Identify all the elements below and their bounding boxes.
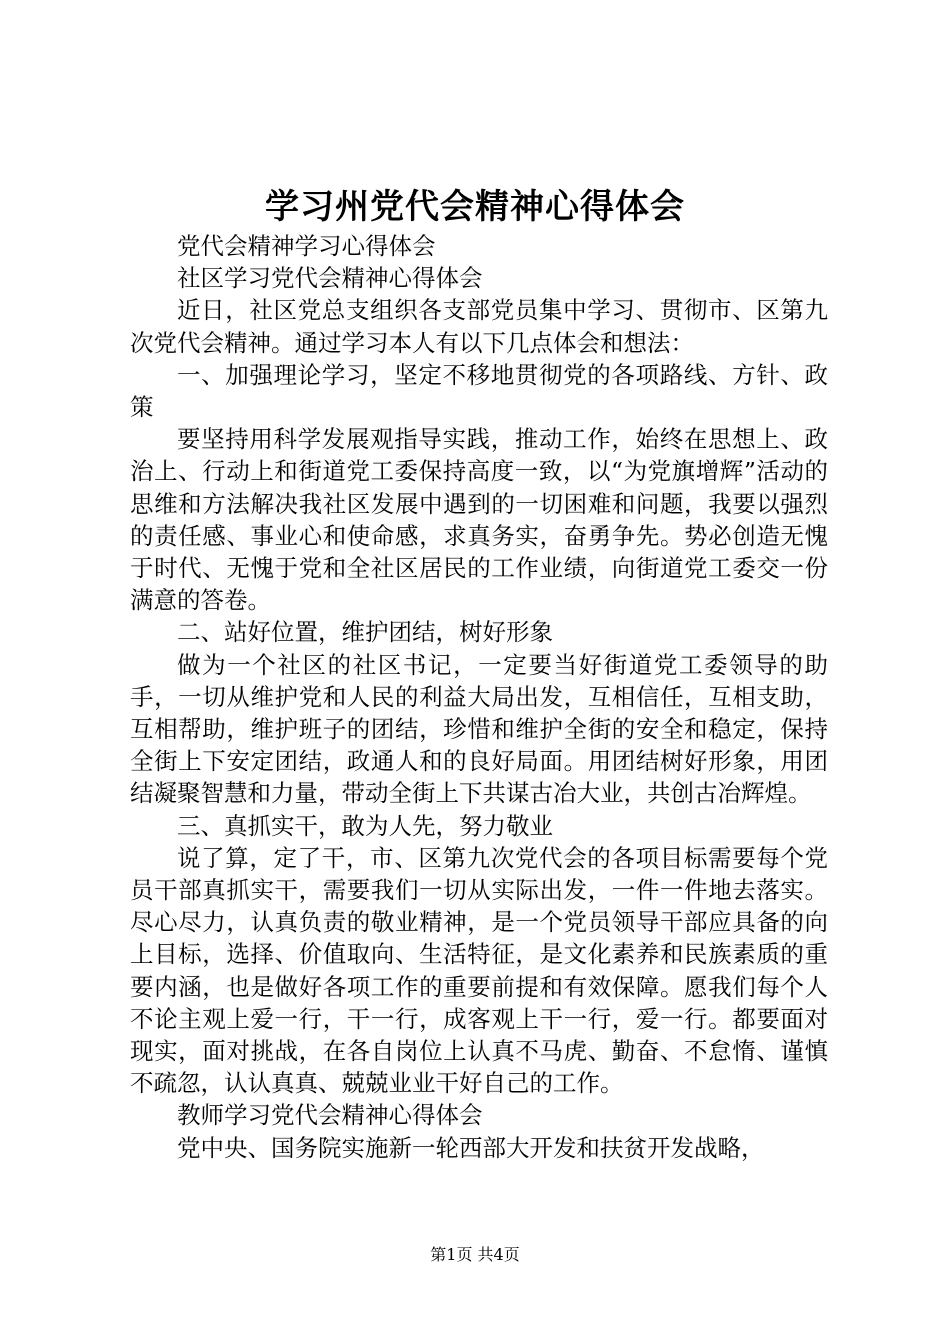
paragraph: 社区学习党代会精神心得体会 — [177, 264, 483, 293]
document-title: 学习州党代会精神心得体会 — [265, 187, 685, 227]
paragraph: 说了算，定了干，市、区第九次党代会的各项目标需要每个党员干部真抓实干，需要我们一切从实际出发，一件一件地去落实。尽心尽力，认真负责的敬业精神，是一个党员领导干部应具备的向上目标，选择、价值取向、生活特征，是文化素养和民族素质的重要内涵，也是做好各项工作的重要前提和有效保障。愿我们每个人不论主观上爱一行，干一行，成客观上干一行，爱一行。都要面对现实，面对挑战，在各自岗位上认真不马虎、勤奋、不怠惰、谨慎不疏忽，认认真真、兢兢业业干好自己的工作。 — [130, 843, 828, 1098]
paragraph: 一、加强理论学习，坚定不移地贯彻党的各项路线、方针、政策 — [130, 360, 828, 422]
paragraph: 做为一个社区的社区书记，一定要当好街道党工委领导的助手，一切从维护党和人民的利益大局出发，互相信任，互相支助，互相帮助，维护班子的团结，珍惜和维护全街的安全和稳定，保持全街上下安定团结，政通人和的良好局面。用团结树好形象，用团结凝聚智慧和力量，带动全街上下共谋古冶大业，共创古冶辉煌。 — [130, 650, 828, 808]
paragraph: 要坚持用科学发展观指导实践，推动工作，始终在思想上、政治上、行动上和街道党工委保持高度一致，以“为党旗增辉”活动的思维和方法解决我社区发展中遇到的一切困难和问题，我要以强烈的责任感、事业心和使命感，求真务实，奋勇争先。势必创造无愧于时代、无愧于党和全社区居民的工作业绩，向街道党工委交一份满意的答卷。 — [130, 425, 828, 615]
paragraph: 三、真抓实干，敢为人先，努力敬业 — [177, 811, 553, 840]
paragraph: 党中央、国务院实施新一轮西部大开发和扶贫开发战略， — [177, 1133, 765, 1162]
page-footer: 第1页 共4页 — [430, 1245, 520, 1264]
paragraph: 党代会精神学习心得体会 — [177, 232, 436, 260]
document-body — [130, 230, 828, 1164]
paragraph: 近日，社区党总支组织各支部党员集中学习、贯彻市、区第九次党代会精神。通过学习本人有以下几点体会和想法： — [130, 296, 828, 357]
paragraph: 教师学习党代会精神心得体会 — [177, 1101, 483, 1130]
paragraph: 二、站好位置，维护团结，树好形象 — [177, 618, 553, 647]
